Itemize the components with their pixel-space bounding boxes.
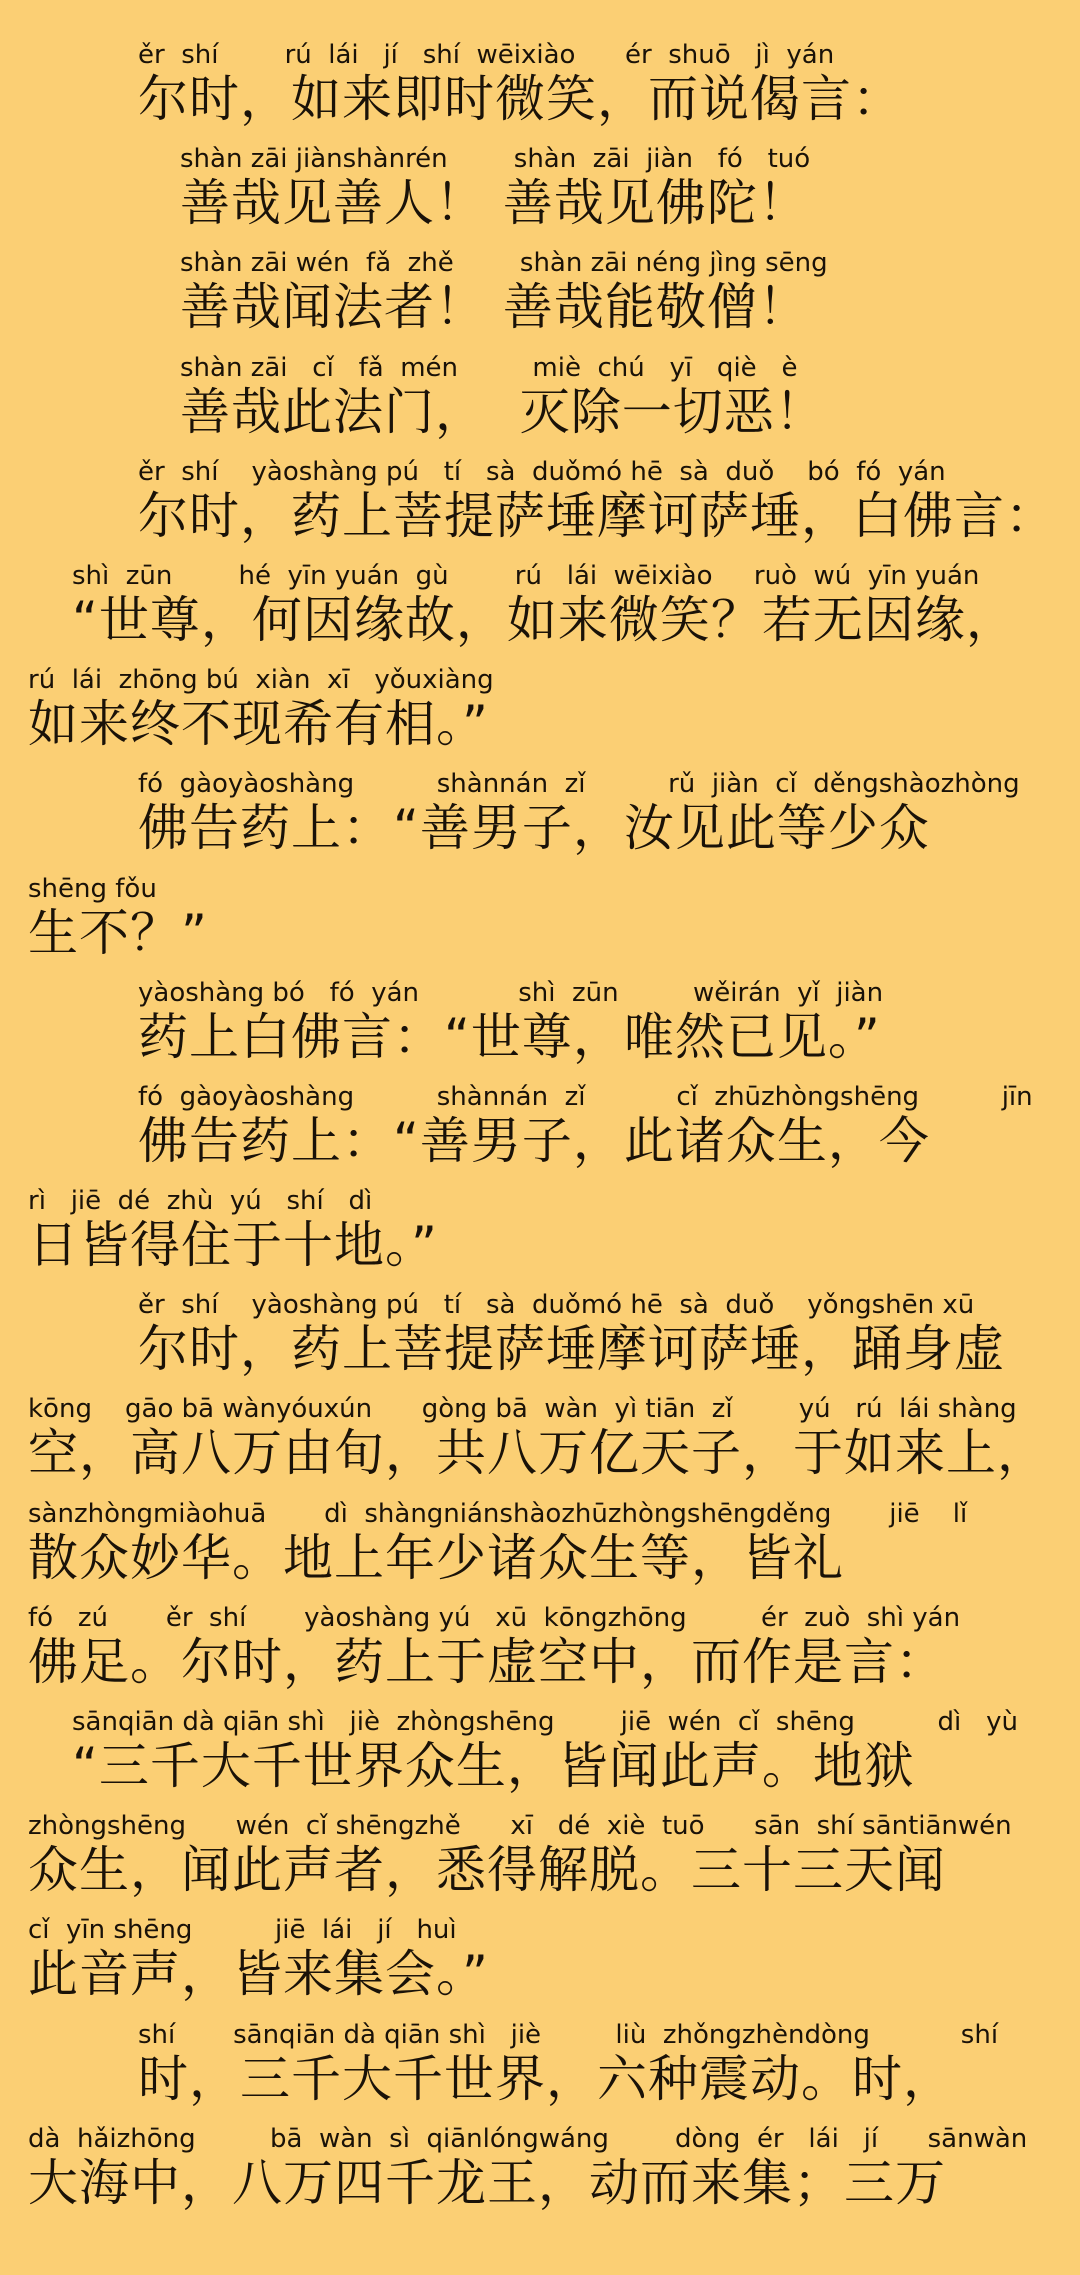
chinese-text: 此音声，皆来集会。” xyxy=(28,1945,489,2004)
text-line xyxy=(28,2020,1060,2124)
pinyin-annotation: fó gàoyàoshàng shànnán zǐ cǐ zhūzhòngshēng jīn xyxy=(138,1081,1033,1112)
text-line xyxy=(28,874,1060,978)
pinyin-annotation: dà hǎizhōng bā wàn sì qiānlóngwáng dòng ér lái jí sānwàn xyxy=(28,2123,1028,2154)
text-line xyxy=(28,1290,1060,1394)
text-line xyxy=(28,1603,1060,1707)
text-line xyxy=(28,144,1060,248)
text-line xyxy=(28,665,1060,769)
chinese-text: 大海中，八万四千龙王，动而来集；三万 xyxy=(28,2153,946,2212)
pinyin-annotation: kōng gāo bā wànyóuxún gòng bā wàn yì tiān zǐ yú rú lái shàng xyxy=(28,1394,1017,1425)
chinese-text: 善哉闻法者！ 善哉能敬僧！ xyxy=(180,278,809,337)
pinyin-annotation: shí sānqiān dà qiān shì jiè liù zhǒngzhèndòng shí xyxy=(138,2019,999,2050)
text-line xyxy=(28,1499,1060,1603)
pinyin-annotation: yàoshàng bó fó yán shì zūn wěirán yǐ jiàn xyxy=(138,977,884,1008)
pinyin-annotation: shàn zāi jiànshànrén shàn zāi jiàn fó tuó xyxy=(180,144,811,175)
chinese-text: 时，三千大千世界，六种震动。时， xyxy=(138,2049,954,2108)
pinyin-annotation: fó zú ěr shí yàoshàng yú xū kōngzhōng ér zuò shì yán xyxy=(28,1602,961,1633)
pinyin-annotation: ěr shí yàoshàng pú tí sà duǒmó hē sà duǒ bó fó yán xyxy=(138,456,946,487)
chinese-text: 善哉见善人！ 善哉见佛陀！ xyxy=(180,174,809,233)
chinese-text: 尔时，药上菩提萨埵摩诃萨埵，白佛言： xyxy=(138,486,1056,545)
pinyin-annotation: shàn zāi wén fǎ zhě shàn zāi néng jìng sēng xyxy=(180,248,828,279)
chinese-text: 尔时，如来即时微笑，而说偈言： xyxy=(138,70,903,128)
text-line xyxy=(28,2124,1060,2228)
pinyin-annotation: cǐ yīn shēng jiē lái jí huì xyxy=(28,1915,457,1946)
text-line xyxy=(28,1707,1060,1811)
text-line xyxy=(28,1811,1060,1915)
chinese-text: 空，高八万由旬，共八万亿天子，于如来上， xyxy=(28,1424,1048,1483)
text-line xyxy=(28,769,1060,873)
text-line xyxy=(28,40,1060,144)
pinyin-annotation: sànzhòngmiàohuā dì shàngniánshàozhūzhòngshēngděng jiē lǐ xyxy=(28,1498,968,1529)
chinese-text: 生不？” xyxy=(28,903,208,962)
pinyin-annotation: ěr shí yàoshàng pú tí sà duǒmó hē sà duǒ yǒngshēn xū xyxy=(138,1290,975,1321)
text-line xyxy=(28,1915,1060,2019)
chinese-text: 尔时，药上菩提萨埵摩诃萨埵，踊身虚 xyxy=(138,1320,1005,1379)
chinese-text: 如来终不现希有相。” xyxy=(28,695,489,754)
pinyin-annotation: shì zūn hé yīn yuán gù rú lái wēixiào ruò wú yīn yuán xyxy=(72,560,980,591)
text-line xyxy=(28,1082,1060,1186)
text-line xyxy=(28,353,1060,457)
pinyin-annotation: rú lái zhōng bú xiàn xī yǒuxiàng xyxy=(28,665,494,696)
pinyin-annotation: fó gàoyàoshàng shànnán zǐ rǔ jiàn cǐ děngshàozhòng xyxy=(138,769,1020,800)
pinyin-annotation: sānqiān dà qiān shì jiè zhòngshēng jiē wén cǐ shēng dì yù xyxy=(72,1707,1018,1737)
text-line xyxy=(28,1394,1060,1498)
pinyin-annotation: shàn zāi cǐ fǎ mén miè chú yī qiè è xyxy=(180,352,798,383)
pinyin-annotation: zhòngshēng wén cǐ shēngzhě xī dé xiè tuō sān shí sāntiānwén xyxy=(28,1811,1012,1842)
chinese-text: 佛告药上：“善男子，汝见此等少众 xyxy=(138,799,930,858)
text-line xyxy=(28,457,1060,561)
chinese-text: “三千大千世界众生，皆闻此声。地狱 xyxy=(72,1737,915,1795)
text-line xyxy=(28,978,1060,1082)
text-line xyxy=(28,248,1060,352)
pinyin-annotation: rì jiē dé zhù yú shí dì xyxy=(28,1186,373,1217)
text-line xyxy=(28,561,1060,665)
chinese-text: “世尊，何因缘故，如来微笑？若无因缘， xyxy=(72,590,1017,649)
chinese-text: 散众妙华。地上年少诸众生等，皆礼 xyxy=(28,1528,844,1587)
chinese-text: 善哉此法门， 灭除一切恶！ xyxy=(180,382,826,441)
chinese-text: 药上白佛言：“世尊，唯然已见。” xyxy=(138,1007,881,1066)
chinese-text: 众生，闻此声者，悉得解脱。三十三天闻 xyxy=(28,1841,946,1900)
pinyin-annotation: shēng fǒu xyxy=(28,873,157,904)
chinese-text: 佛告药上：“善男子，此诸众生，今 xyxy=(138,1111,930,1170)
chinese-text: 佛足。尔时，药上于虚空中，而作是言： xyxy=(28,1632,946,1691)
chinese-text: 日皆得住于十地。” xyxy=(28,1216,438,1275)
text-line xyxy=(28,1186,1060,1290)
pinyin-annotation: ěr shí rú lái jí shí wēixiào ér shuō jì yán xyxy=(138,40,835,70)
